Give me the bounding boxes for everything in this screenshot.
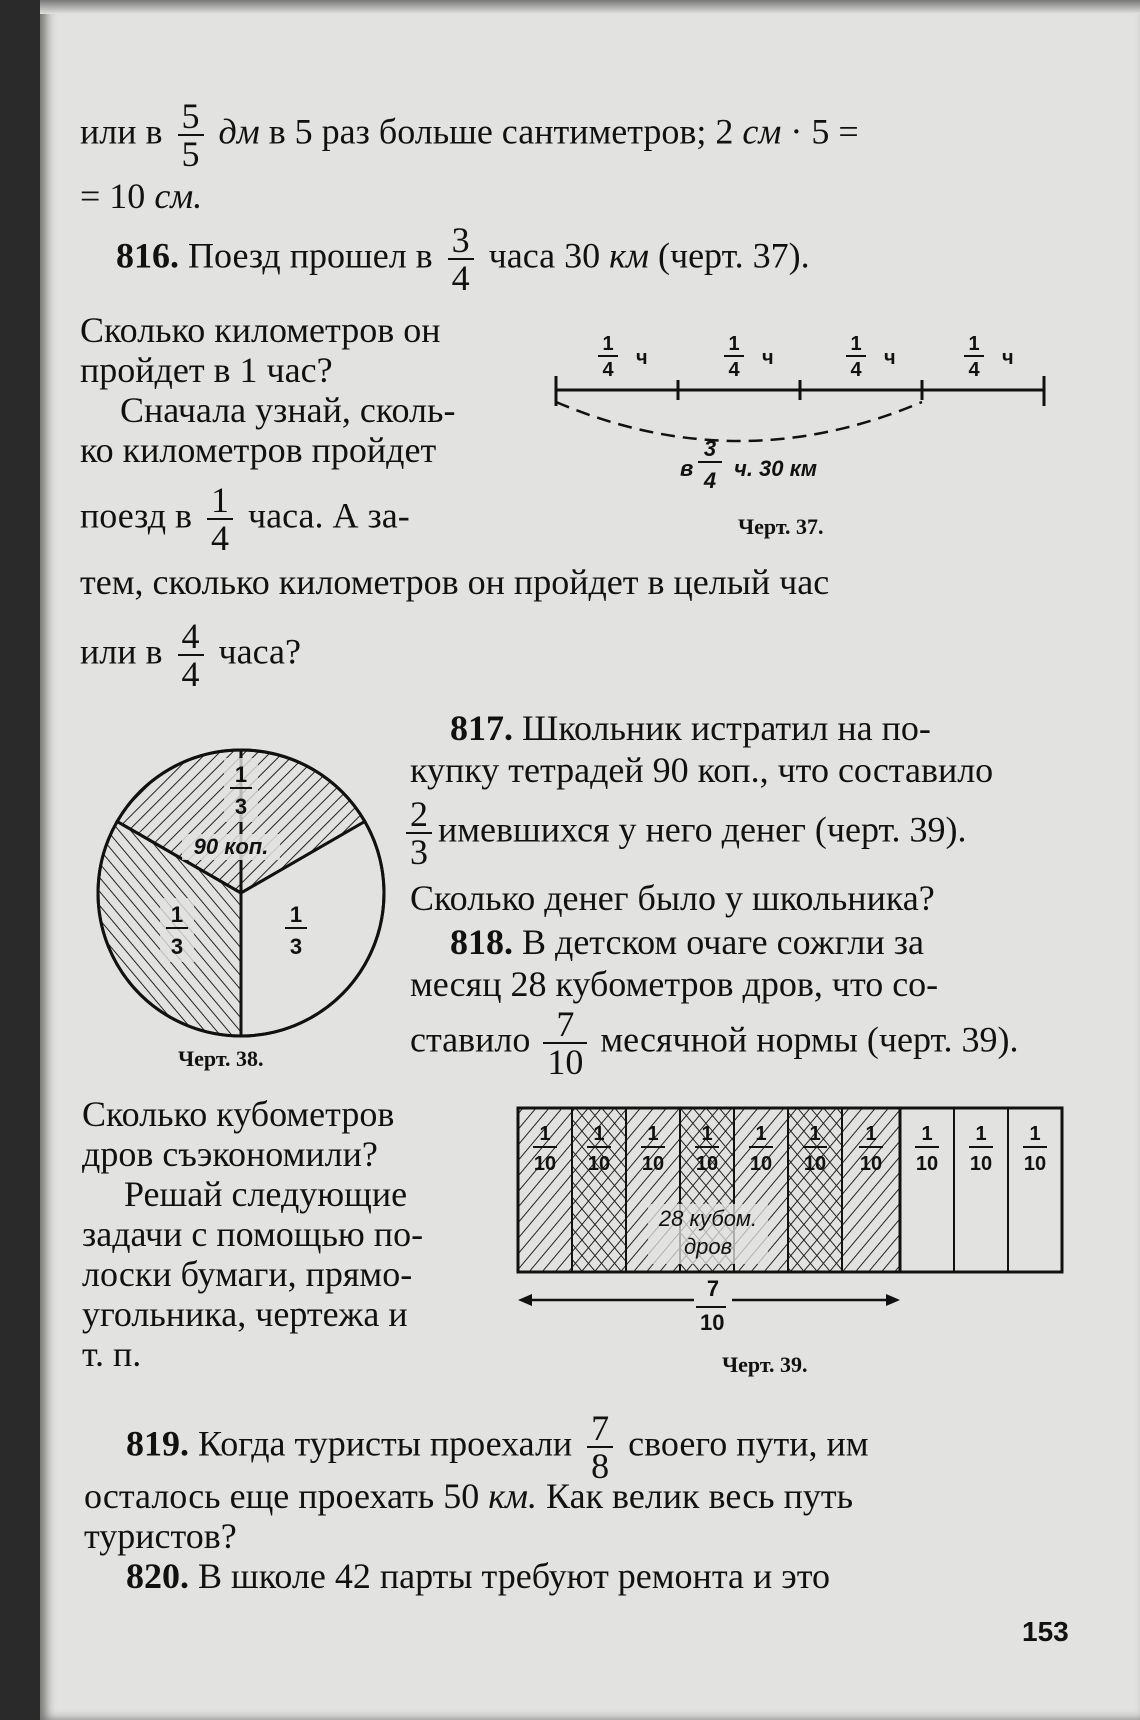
cell-label-den: 10 <box>915 1153 939 1175</box>
hint-line-1: Решай следующие <box>124 1174 408 1214</box>
span-fraction-bar <box>696 1306 726 1308</box>
cell-label-den: 10 <box>859 1153 883 1175</box>
problem-819-line-3: туристов? <box>84 1516 237 1556</box>
segment-label-1 <box>598 333 648 381</box>
svg-text:ч: ч <box>884 347 896 369</box>
cell-label-den: 10 <box>695 1153 719 1175</box>
svg-text:1: 1 <box>968 333 980 355</box>
hint-line-5: т. п. <box>82 1334 142 1374</box>
hint-line-4: угольника, чертежа и <box>82 1294 408 1334</box>
svg-text:1: 1 <box>289 902 303 927</box>
svg-text:1: 1 <box>728 333 740 355</box>
svg-text:4: 4 <box>850 359 862 381</box>
svg-text:4: 4 <box>703 468 717 493</box>
problem-816-line-2: Сколько километров он <box>80 310 441 350</box>
svg-text:4: 4 <box>968 359 980 381</box>
svg-text:3: 3 <box>234 794 248 819</box>
cell-label-den: 10 <box>969 1153 993 1175</box>
problem-816-line-6: поезд в $\frac{1}{4}$ часа. А за- <box>80 480 410 558</box>
cell-label-num: 1 <box>809 1123 821 1145</box>
svg-text:в: в <box>680 456 694 481</box>
segment-label-3 <box>846 333 896 381</box>
span-fraction-den: 10 <box>700 1310 725 1335</box>
cell-label-num: 1 <box>755 1123 767 1145</box>
problem-816-line-3: пройдет в 1 час? <box>80 350 333 390</box>
problem-817-line-1: 817. Школьник истратил на по- <box>450 708 931 748</box>
problem-818-line-2: месяц 28 кубометров дров, что со- <box>410 964 939 1004</box>
figure-39-strip <box>516 1100 1076 1310</box>
figure-37-caption: Черт. 37. <box>738 514 824 539</box>
problem-817-line-3: $\frac{2}{3}$ имевшихся у него денег (черт. 39). <box>406 796 967 870</box>
svg-text:ч. 30 км: ч. 30 км <box>734 456 818 481</box>
svg-text:ч: ч <box>762 347 774 369</box>
svg-text:1: 1 <box>234 762 248 787</box>
problem-818-line-5: дров съэкономили? <box>82 1134 378 1174</box>
problem-816-line-7: тем, сколько километров он пройдет в целый час <box>80 562 830 602</box>
figure-39-caption: Черт. 39. <box>722 1352 808 1377</box>
fig39-label-1: 28 кубом. <box>658 1206 758 1231</box>
cell-label-den: 10 <box>641 1153 665 1175</box>
figure-37-timeline <box>548 330 1068 540</box>
svg-text:1: 1 <box>170 902 184 927</box>
svg-text:ч: ч <box>636 347 648 369</box>
problem-816-line-1: 816. Поезд прошел в $\frac{3}{4}$ часа 30 км (черт. 37). <box>116 220 810 298</box>
cell-label-num: 1 <box>539 1123 551 1145</box>
page-number: 153 <box>1022 1616 1069 1647</box>
cell-label-num: 1 <box>647 1123 659 1145</box>
cell-label-num: 1 <box>701 1123 713 1145</box>
svg-text:4: 4 <box>602 359 614 381</box>
cell-label-den: 10 <box>1023 1153 1047 1175</box>
problem-820-line-1: 820. В школе 42 парты требуют ремонта и это <box>126 1556 830 1596</box>
svg-text:3: 3 <box>703 436 717 461</box>
problem-818-line-4: Сколько кубометров <box>82 1094 395 1134</box>
intro-line-1: или в $\frac{5}{5}$ дм в 5 раз больше сантиметров; 2 см · 5 = <box>80 96 859 174</box>
cell-label-num: 1 <box>593 1123 605 1145</box>
segment-label-4 <box>964 333 1014 381</box>
hint-line-3: лоски бумаги, прямо- <box>82 1254 413 1294</box>
cell-label-den: 10 <box>749 1153 773 1175</box>
cell-label-num: 1 <box>865 1123 877 1145</box>
svg-text:1: 1 <box>602 333 614 355</box>
cell-label-num: 1 <box>975 1123 987 1145</box>
cell-label-den: 10 <box>533 1153 557 1175</box>
figure-38-pie <box>96 748 386 1038</box>
problem-816-line-5: ко километров пройдет <box>80 430 437 470</box>
fraction: $\frac{5}{5}$ <box>178 98 204 172</box>
problem-819-line-1: 819. Когда туристы проехали $\frac{7}{8}$ своего пути, им <box>126 1408 869 1486</box>
svg-text:3: 3 <box>289 934 303 959</box>
cell-label-num: 1 <box>1029 1123 1041 1145</box>
problem-818-line-3: ставило $\frac{7}{10}$ месячной нормы (черт. 39). <box>410 1004 1019 1082</box>
problem-817-line-2: купку тетрадей 90 коп., что составило <box>410 750 994 790</box>
figure-38-caption: Черт. 38. <box>178 1046 264 1071</box>
problem-816-line-8: или в $\frac{4}{4}$ часа? <box>80 616 301 694</box>
svg-text:4: 4 <box>728 359 740 381</box>
svg-text:3: 3 <box>170 934 184 959</box>
svg-text:1: 1 <box>850 333 862 355</box>
intro-line-2: = 10 см. <box>80 176 203 216</box>
cell-label-den: 10 <box>803 1153 827 1175</box>
page-top-edge <box>40 0 1140 14</box>
fig39-label-2: дров <box>683 1234 733 1259</box>
svg-text:90 коп.: 90 коп. <box>193 834 269 859</box>
problem-818-line-1: 818. В детском очаге сожгли за <box>450 922 924 962</box>
cell-label-num: 1 <box>921 1123 933 1145</box>
arc-three-quarters <box>556 402 922 441</box>
arc-label <box>680 436 817 493</box>
hint-line-2: задачи с помощью по- <box>82 1214 424 1254</box>
cell-label-den: 10 <box>587 1153 611 1175</box>
problem-819-line-2: осталось еще проехать 50 км. Как велик весь путь <box>84 1476 854 1516</box>
svg-text:ч: ч <box>1002 347 1014 369</box>
problem-817-line-4: Сколько денег было у школьника? <box>410 878 935 918</box>
problem-816-line-4: Сначала узнай, сколь- <box>120 390 456 430</box>
segment-label-2 <box>724 333 774 381</box>
span-fraction-num: 7 <box>706 1276 720 1301</box>
